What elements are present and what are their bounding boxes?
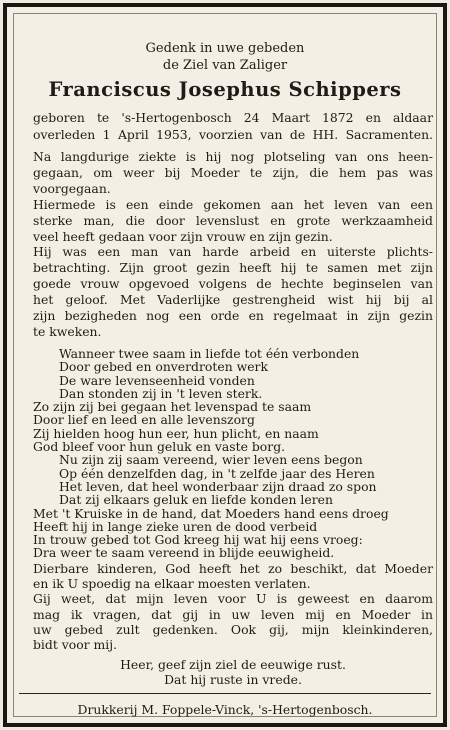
prayer-line: Heer, geef zijn ziel de eeuwige rust. [120, 657, 346, 672]
header-line-1: Gedenk in uwe gebeden [145, 41, 305, 56]
closing-line: uw gebed zult gedenken. Ook gij, mijn kleinkinderen, [33, 621, 433, 637]
text-line: Hij was een man van harde arbeid en uiterste plichts- [33, 244, 433, 260]
text-line: Na langdurige ziekte is hij nog plotseling van ons heen- [33, 149, 433, 164]
header-line-2: de Ziel van Zaliger [162, 58, 288, 73]
poem-line: Heeft hij in lange zieke uren de dood verbeid [33, 518, 318, 534]
closing-line: Dierbare kinderen, God heeft het zo beschikt, dat Moeder [33, 561, 433, 576]
text-line: goede vrouw opgevoed volgens de hechte beginselen van [33, 276, 433, 292]
closing-line: bidt voor mij. [33, 637, 118, 653]
birth-line: geboren te 's-Hertogenbosch 24 Maart 1872 en aldaar [33, 110, 433, 125]
death-line: overleden 1 April 1953, voorzien van de HH. Sacramenten. [33, 126, 433, 142]
poem-line: Met 't Kruiske in de hand, dat Moeders hand eens droeg [33, 505, 389, 521]
printer-credit: Drukkerij M. Foppele-Vinck, 's-Hertogenbosch. [19, 693, 431, 717]
text-line: betrachting. Zijn groot gezin heeft hij te samen met zijn [33, 260, 433, 276]
poem-line: In trouw gebed tot God kreeg hij wat hij eens vroeg: [33, 532, 363, 548]
text-line: het geloof. Met Vaderlijke gestrengheid wist hij bij al [33, 292, 433, 308]
poem-line: Dat zij elkaars geluk en liefde konden leren [59, 492, 333, 508]
closing-line: mag ik vragen, dat gij in uw leven mij en Moeder in [33, 606, 433, 622]
poem-line: Door gebed en onverdroten werk [59, 359, 268, 375]
text-line: voorgegaan. [33, 180, 111, 196]
memorial-card [3, 3, 447, 727]
closing-line: Gij weet, dat mijn leven voor U is geweest en daarom [33, 591, 433, 607]
text-line: gegaan, om weer bij Moeder te zijn, die hem pas was [33, 164, 433, 180]
text-line: te kweken. [33, 323, 102, 339]
poem-line: Dra weer te saam vereend in blijde eeuwigheid. [33, 545, 335, 561]
poem-line: Zo zijn zij bei gegaan het levenspad te saam [33, 399, 312, 415]
poem-line: Door lief en leed en alle levenszorg [33, 412, 255, 428]
poem-line: Op één denzelfden dag, in 't zelfde jaar des Heren [59, 465, 375, 481]
deceased-name: Franciscus Josephus Schippers [48, 78, 402, 101]
text-line: Hiermede is een einde gekomen aan het leven van een [33, 196, 433, 212]
poem-line: Dan stonden zij in 't leven sterk. [59, 385, 263, 401]
prayer [33, 657, 433, 687]
poem-line: Zij hielden hoog hun eer, hun plicht, en naam [33, 425, 319, 441]
poem-line: Nu zijn zij saam vereend, wier leven eens begon [59, 452, 363, 468]
poem [33, 347, 433, 560]
poem-line: Wanneer twee saam in liefde tot één verbonden [59, 346, 360, 361]
closing-text [33, 561, 433, 652]
birth-death-block [33, 110, 433, 143]
poem-line: God bleef voor hun geluk en vaste borg. [33, 439, 286, 455]
poem-line: Het leven, dat heel wonderbaar zijn draad zo spon [59, 478, 377, 494]
biography-text [33, 149, 433, 340]
poem-line: De ware levenseenheid vonden [59, 372, 255, 388]
text-line: veel heeft gedaan voor zijn vrouw en zijn gezin. [33, 228, 333, 244]
text-line: zijn bezigheden nog een orde en regelmaat in zijn gezin [33, 308, 433, 324]
text-line: sterke man, die door levenslust en grote werkzaamheid [33, 212, 433, 228]
prayer-line: Dat hij ruste in vrede. [164, 672, 302, 687]
closing-line: en ik U spoedig na elkaar moesten verlaten. [33, 576, 311, 592]
